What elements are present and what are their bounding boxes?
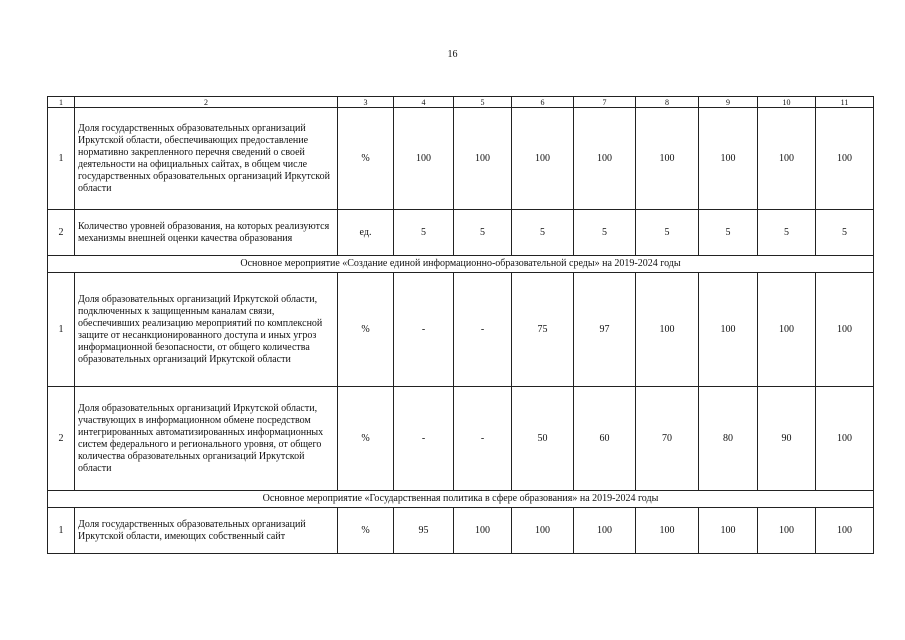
- value-cell: 100: [454, 508, 512, 554]
- value-cell: 75: [512, 273, 574, 387]
- column-number: 4: [394, 97, 454, 108]
- page-number: 16: [447, 49, 458, 60]
- row-number: 1: [48, 508, 75, 554]
- column-number-row: [48, 97, 874, 108]
- section-heading-row: [48, 491, 874, 508]
- value-cell: 100: [454, 108, 512, 210]
- indicators-table: [47, 96, 874, 554]
- section-heading: Основное мероприятие «Создание единой информационно-образовательной среды» на 2019-2024 годы: [48, 256, 874, 273]
- column-number: 5: [454, 97, 512, 108]
- value-cell: 100: [394, 108, 454, 210]
- value-cell: 50: [512, 387, 574, 491]
- column-number: 9: [699, 97, 758, 108]
- value-cell: -: [394, 387, 454, 491]
- column-number: 11: [816, 97, 874, 108]
- table-row: [48, 273, 874, 387]
- value-cell: 95: [394, 508, 454, 554]
- section-heading: Основное мероприятие «Государственная политика в сфере образования» на 2019-2024 годы: [48, 491, 874, 508]
- value-cell: 100: [699, 508, 758, 554]
- value-cell: 100: [636, 273, 699, 387]
- unit-cell: %: [338, 387, 394, 491]
- value-cell: 100: [758, 508, 816, 554]
- value-cell: 70: [636, 387, 699, 491]
- column-number: 1: [48, 97, 75, 108]
- value-cell: 97: [574, 273, 636, 387]
- value-cell: 60: [574, 387, 636, 491]
- value-cell: 100: [512, 508, 574, 554]
- table-row: [48, 108, 874, 210]
- column-number: 8: [636, 97, 699, 108]
- value-cell: 100: [816, 273, 874, 387]
- indicator-description: Доля государственных образовательных организаций Иркутской области, обеспечивающих предоставление нормативно закрепленного перечня сведений о своей деятельности на официальных сайтах, в общем числе государственных образовательных организаций Иркутской области: [75, 108, 338, 210]
- unit-cell: %: [338, 273, 394, 387]
- value-cell: -: [394, 273, 454, 387]
- unit-cell: ед.: [338, 210, 394, 256]
- value-cell: 100: [816, 108, 874, 210]
- value-cell: 100: [816, 387, 874, 491]
- value-cell: 100: [574, 108, 636, 210]
- value-cell: 100: [512, 108, 574, 210]
- row-number: 1: [48, 273, 75, 387]
- value-cell: 100: [574, 508, 636, 554]
- value-cell: 5: [758, 210, 816, 256]
- unit-cell: %: [338, 108, 394, 210]
- row-number: 2: [48, 210, 75, 256]
- unit-cell: %: [338, 508, 394, 554]
- value-cell: 100: [816, 508, 874, 554]
- row-number: 2: [48, 387, 75, 491]
- value-cell: -: [454, 273, 512, 387]
- value-cell: 5: [699, 210, 758, 256]
- value-cell: -: [454, 387, 512, 491]
- table-row: [48, 387, 874, 491]
- value-cell: 80: [699, 387, 758, 491]
- value-cell: 5: [816, 210, 874, 256]
- value-cell: 100: [758, 273, 816, 387]
- value-cell: 5: [394, 210, 454, 256]
- value-cell: 90: [758, 387, 816, 491]
- table-row: [48, 508, 874, 554]
- column-number: 10: [758, 97, 816, 108]
- column-number: 6: [512, 97, 574, 108]
- indicator-description: Количество уровней образования, на которых реализуются механизмы внешней оценки качества образования: [75, 210, 338, 256]
- value-cell: 100: [636, 108, 699, 210]
- column-number: 2: [75, 97, 338, 108]
- column-number: 3: [338, 97, 394, 108]
- value-cell: 5: [454, 210, 512, 256]
- value-cell: 100: [758, 108, 816, 210]
- value-cell: 100: [699, 108, 758, 210]
- value-cell: 5: [574, 210, 636, 256]
- table-row: [48, 210, 874, 256]
- value-cell: 5: [512, 210, 574, 256]
- row-number: 1: [48, 108, 75, 210]
- indicator-description: Доля государственных образовательных организаций Иркутской области, имеющих собственный сайт: [75, 508, 338, 554]
- indicator-description: Доля образовательных организаций Иркутской области, участвующих в информационном обмене посредством интегрированных автоматизированных информационных систем федерального и регионального уровня, от общего количества образовательных организаций Иркутской области: [75, 387, 338, 491]
- column-number: 7: [574, 97, 636, 108]
- value-cell: 100: [636, 508, 699, 554]
- value-cell: 5: [636, 210, 699, 256]
- section-heading-row: [48, 256, 874, 273]
- indicator-description: Доля образовательных организаций Иркутской области, подключенных к защищенным каналам связи, обеспечивших реализацию мероприятий по комплексной защите от несанкционированного доступа и иных угроз информационной безопасности, от общего количества образовательных организаций Иркутской области: [75, 273, 338, 387]
- value-cell: 100: [699, 273, 758, 387]
